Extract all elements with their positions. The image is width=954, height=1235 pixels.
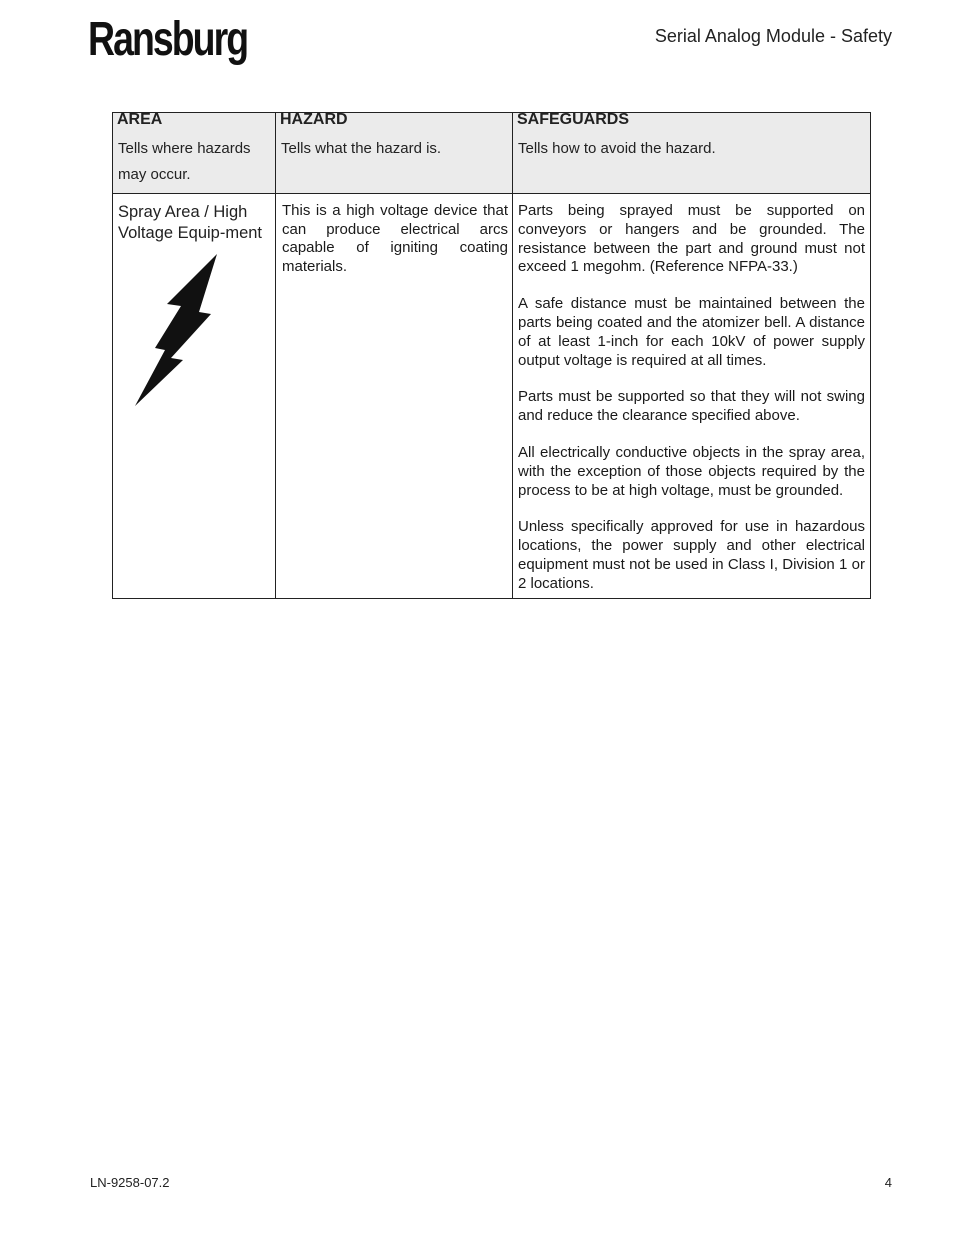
ransburg-logo: Ransburg: [88, 13, 248, 66]
safeguards-header-title: SAFEGUARDS: [517, 111, 630, 128]
hazard-cell: [276, 194, 513, 599]
area-cell: [113, 194, 276, 599]
document-number: LN-9258-07.2: [90, 1175, 170, 1190]
area-text: Spray Area / High Voltage Equip-ment: [118, 203, 263, 242]
table-header-row: [113, 113, 871, 194]
lightning-bolt-icon: [131, 250, 231, 410]
safeguard-paragraph: A safe distance must be maintained between the parts being coated and the atomizer bell. A distance of at least 1-inch for each 10kV of power supply output voltage is required at all times.: [518, 295, 865, 369]
safeguard-paragraph: All electrically conductive objects in the spray area, with the exception of those objects required by the process to be at high voltage, must be grounded.: [518, 443, 865, 499]
area-header-cell: [113, 113, 276, 194]
table-row: [113, 194, 871, 599]
area-header-title: AREA: [117, 111, 163, 128]
page-number: 4: [884, 1175, 892, 1190]
safeguard-paragraph: Parts being sprayed must be supported on conveyors or hangers and be grounded. The resistance between the part and ground must not exceed 1 megohm. (Reference NFPA-33.): [518, 202, 865, 276]
page-header-title: Serial Analog Module - Safety: [654, 26, 892, 46]
hazard-text: This is a high voltage device that can produce electrical arcs capable of igniting coating materials.: [282, 202, 508, 275]
safeguards-cell: [513, 194, 871, 599]
area-header-description: Tells where hazards may occur.: [118, 140, 251, 183]
safeguards-header-description: Tells how to avoid the hazard.: [518, 140, 716, 157]
hazard-header-title: HAZARD: [280, 111, 348, 128]
safeguards-header-cell: [513, 113, 871, 194]
safeguard-paragraph: Unless specifically approved for use in hazardous locations, the power supply and other electrical equipment must not be used in Class I, Division 1 or 2 locations.: [518, 518, 865, 592]
safeguard-paragraph: Parts must be supported so that they will not swing and reduce the clearance specified above.: [518, 388, 865, 425]
hazard-header-description: Tells what the hazard is.: [281, 140, 442, 157]
hazard-header-cell: [276, 113, 513, 194]
safety-table: [112, 112, 871, 599]
